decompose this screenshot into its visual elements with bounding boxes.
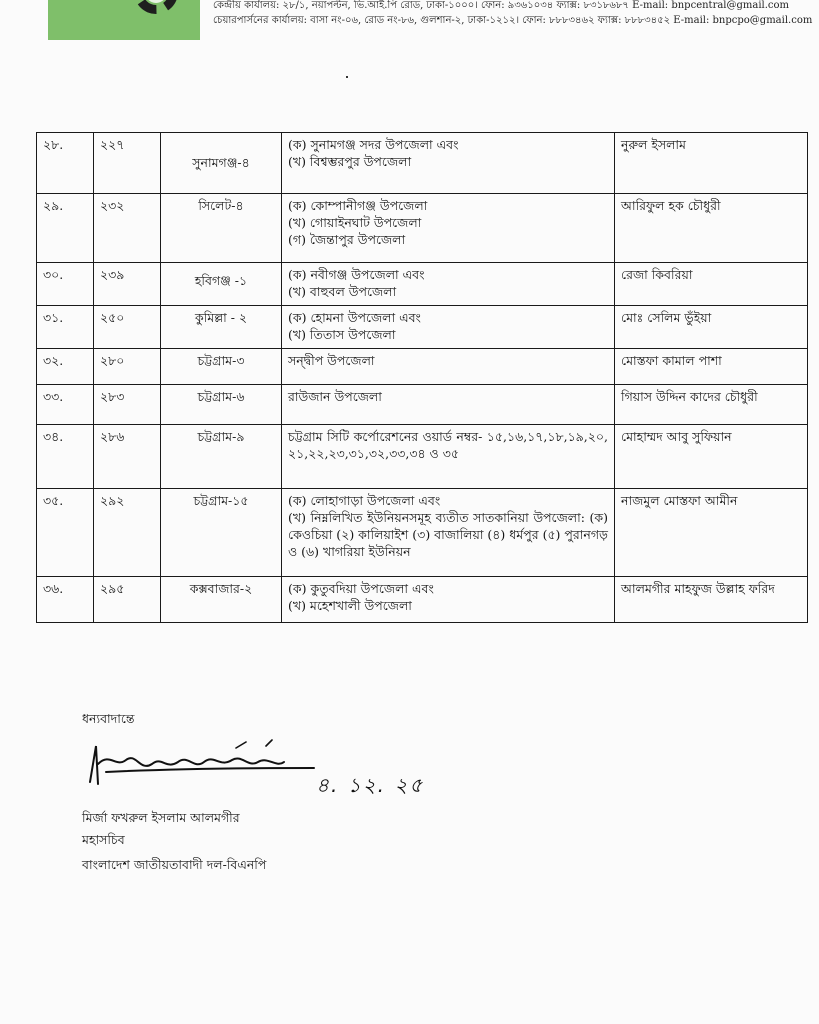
signature-date: ৪. ১২. ২৫ bbox=[316, 773, 425, 797]
constituency-name-cell: চট্টগ্রাম-৩ bbox=[161, 349, 282, 385]
serial-cell: ৩৫. bbox=[37, 489, 94, 577]
seat-number-cell: ২৩২ bbox=[94, 194, 161, 263]
candidate-cell: মোঃ সেলিম ভুঁইয়া bbox=[615, 306, 808, 349]
serial-cell: ২৯. bbox=[37, 194, 94, 263]
area-cell: চট্টগ্রাম সিটি কর্পোরেশনের ওয়ার্ড নম্বর- ১৫,১৬,১৭,১৮,১৯,২০, ২১,২২,২৩,৩১,৩২,৩৩,৩৪ ও ৩৫ bbox=[282, 425, 615, 489]
candidate-cell: আরিফুল হক চৌধুরী bbox=[615, 194, 808, 263]
seat-number-cell: ২৮০ bbox=[94, 349, 161, 385]
candidate-cell: নুরুল ইসলাম bbox=[615, 133, 808, 194]
signatory-designation: মহাসচিব bbox=[82, 832, 125, 847]
table-row bbox=[37, 577, 808, 623]
signatory-name: মির্জা ফখরুল ইসলাম আলমগীর bbox=[82, 810, 240, 825]
party-logo bbox=[48, 0, 200, 40]
serial-cell: ৩৪. bbox=[37, 425, 94, 489]
area-cell: (ক) হোমনা উপজেলা এবং (খ) তিতাস উপজেলা bbox=[282, 306, 615, 349]
seat-number-cell: ২৩৯ bbox=[94, 263, 161, 306]
area-cell: (ক) নবীগঞ্জ উপজেলা এবং (খ) বাহুবল উপজেলা bbox=[282, 263, 615, 306]
serial-cell: ৩৩. bbox=[37, 385, 94, 425]
constituency-name-cell: সিলেট-৪ bbox=[161, 194, 282, 263]
table-row bbox=[37, 349, 808, 385]
candidate-cell: মোস্তফা কামাল পাশা bbox=[615, 349, 808, 385]
constituency-name-cell: চট্টগ্রাম-৯ bbox=[161, 425, 282, 489]
seat-number-cell: ২৯৫ bbox=[94, 577, 161, 623]
chairperson-office-address: চেয়ারপার্সনের কার্যালয়: বাসা নং-০৬, রোড নং-৮৬, গুলশান-২, ঢাকা-১২১২। ফোন: ৮৮৮৩৪৬২ ফ্যাক্স: ৮৮৮৩৪৫২ E-mail: bnpcpo@gmail.com bbox=[213, 15, 813, 26]
table-row bbox=[37, 425, 808, 489]
serial-cell: ৩০. bbox=[37, 263, 94, 306]
serial-cell: ৩১. bbox=[37, 306, 94, 349]
area-cell: (ক) কুতুবদিয়া উপজেলা এবং (খ) মহেশখালী উপজেলা bbox=[282, 577, 615, 623]
constituency-name-cell: কক্সবাজার-২ bbox=[161, 577, 282, 623]
constituency-name-cell: চট্টগ্রাম-৬ bbox=[161, 385, 282, 425]
candidate-cell: রেজা কিবরিয়া bbox=[615, 263, 808, 306]
serial-cell: ৩২. bbox=[37, 349, 94, 385]
candidate-cell: নাজমুল মোস্তফা আমীন bbox=[615, 489, 808, 577]
area-cell: (ক) সুনামগঞ্জ সদর উপজেলা এবং (খ) বিশ্বম্ভরপুর উপজেলা bbox=[282, 133, 615, 194]
seat-number-cell: ২৮৬ bbox=[94, 425, 161, 489]
seat-number-cell: ২৫০ bbox=[94, 306, 161, 349]
area-cell: (ক) লোহাগাড়া উপজেলা এবং (খ) নিম্নলিখিত ইউনিয়নসমূহ ব্যতীত সাতকানিয়া উপজেলা: (ক) কেওচিয়া (২) কালিয়াইশ (৩) বাজালিয়া (৪) ধর্মপুর (৫) পুরানগড় ও (৬) খাগরিয়া ইউনিয়ন bbox=[282, 489, 615, 577]
table-row bbox=[37, 489, 808, 577]
handwritten-signature bbox=[86, 738, 318, 796]
candidate-cell: মোহাম্মদ আবু সুফিয়ান bbox=[615, 425, 808, 489]
candidate-cell: গিয়াস উদ্দিন কাদের চৌধুরী bbox=[615, 385, 808, 425]
candidate-cell: আলমগীর মাহফুজ উল্লাহ ফরিদ bbox=[615, 577, 808, 623]
table-row bbox=[37, 133, 808, 194]
constituency-table bbox=[36, 132, 808, 623]
closing-salutation: ধন্যবাদান্তে bbox=[82, 711, 135, 726]
table-row bbox=[37, 306, 808, 349]
serial-cell: ২৮. bbox=[37, 133, 94, 194]
constituency-name-cell: সুনামগঞ্জ-৪ bbox=[161, 133, 282, 194]
seat-number-cell: ২২৭ bbox=[94, 133, 161, 194]
area-cell: সন্দ্বীপ উপজেলা bbox=[282, 349, 615, 385]
area-cell: (ক) কোম্পানীগঞ্জ উপজেলা (খ) গোয়াইনঘাট উপজেলা (গ) জৈন্তাপুর উপজেলা bbox=[282, 194, 615, 263]
constituency-name-cell: চট্টগ্রাম-১৫ bbox=[161, 489, 282, 577]
table-row bbox=[37, 263, 808, 306]
table-row bbox=[37, 194, 808, 263]
seat-number-cell: ২৯২ bbox=[94, 489, 161, 577]
page-mark bbox=[346, 76, 348, 78]
serial-cell: ৩৬. bbox=[37, 577, 94, 623]
constituency-name-cell: কুমিল্লা - ২ bbox=[161, 306, 282, 349]
table-row bbox=[37, 385, 808, 425]
seat-number-cell: ২৮৩ bbox=[94, 385, 161, 425]
constituency-name-cell: হবিগঞ্জ -১ bbox=[161, 263, 282, 306]
area-cell: রাউজান উপজেলা bbox=[282, 385, 615, 425]
party-name: বাংলাদেশ জাতীয়তাবাদী দল-বিএনপি bbox=[82, 857, 267, 872]
central-office-address: কেন্দ্রীয় কার্যালয়: ২৮/১, নয়াপল্টন, ভি.আই.পি রোড, ঢাকা-১০০০। ফোন: ৯৩৬১০৩৪ ফ্যাক্স: ৮৩১৮৬৮৭ E-mail: bnpcentral@gmail.com bbox=[213, 0, 790, 11]
